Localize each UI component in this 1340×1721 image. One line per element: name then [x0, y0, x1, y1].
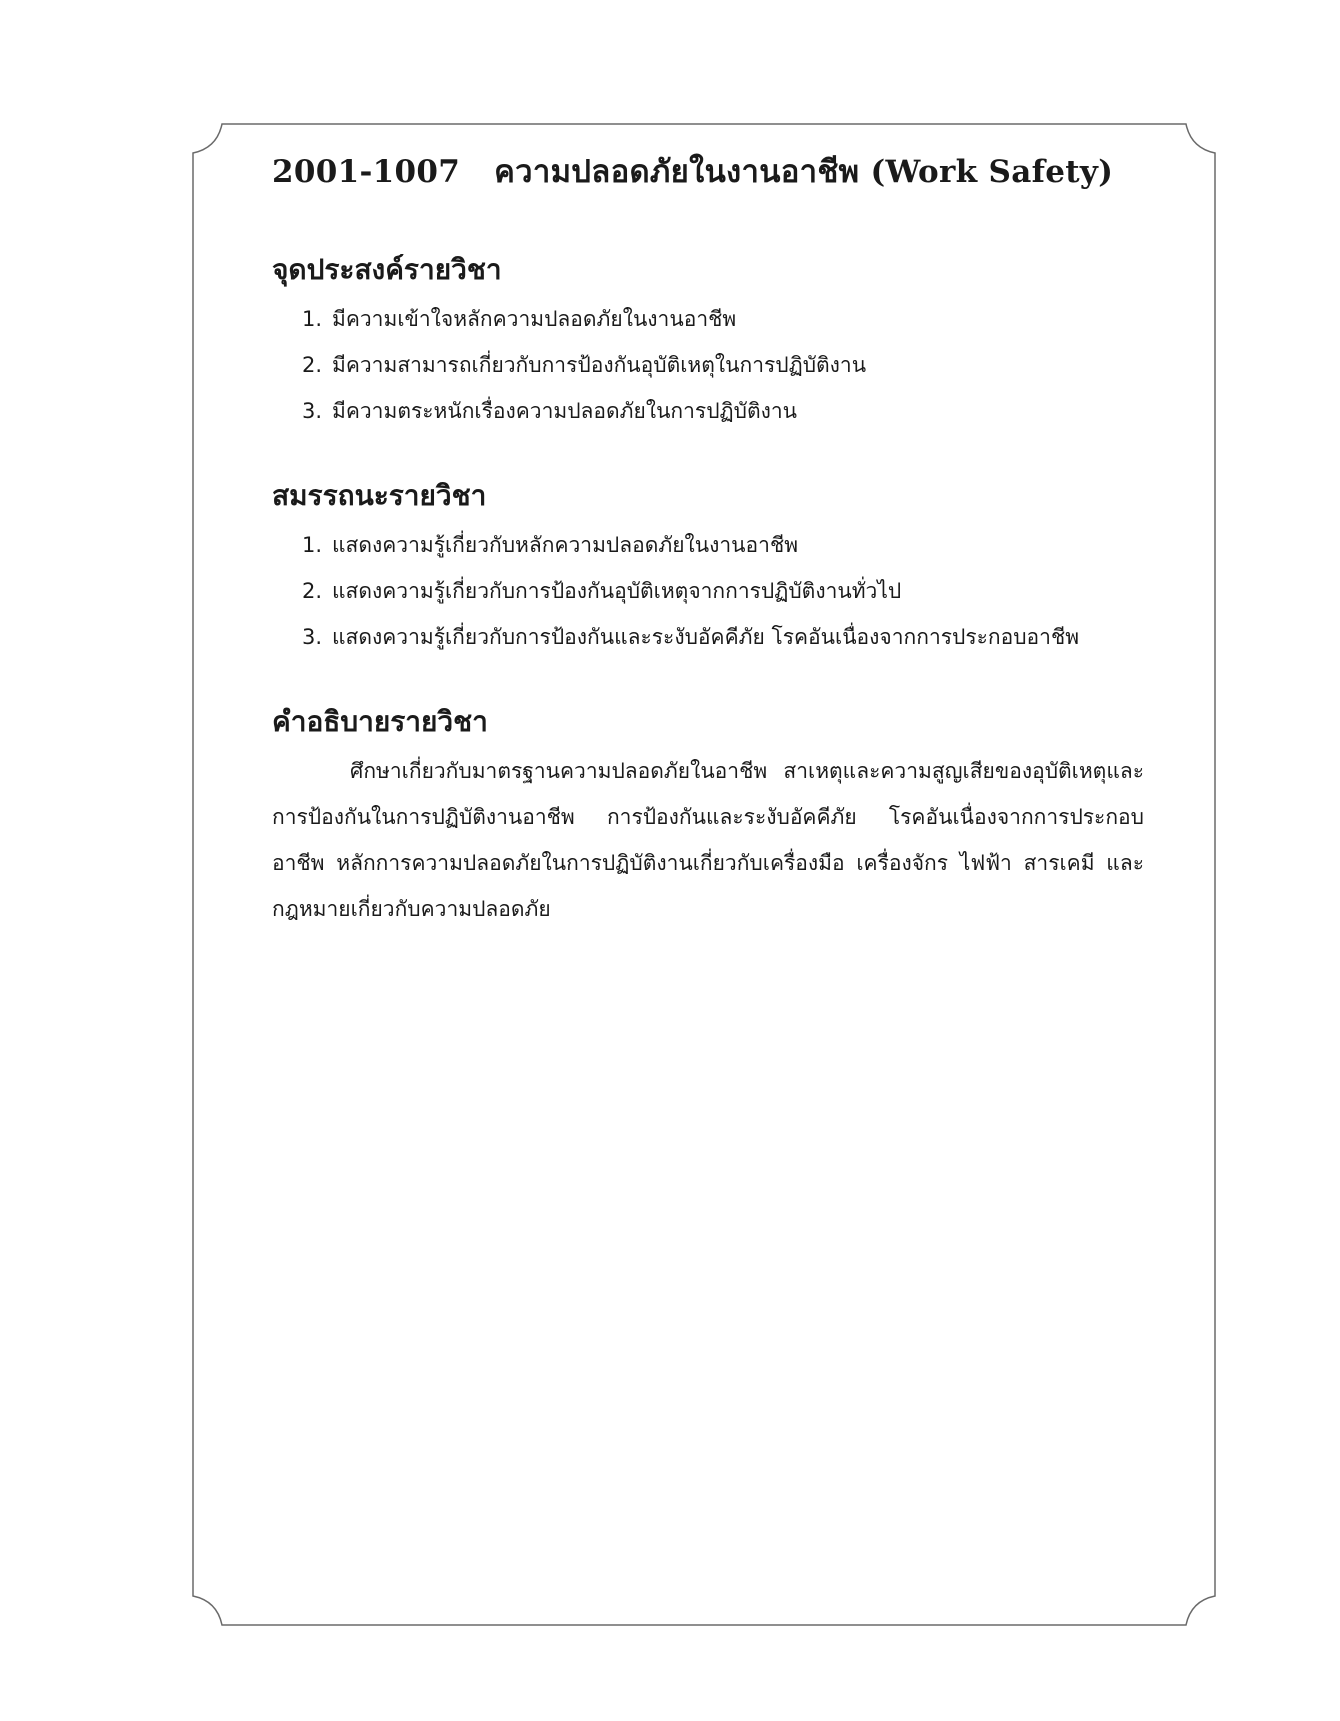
course-code: 2001-1007: [272, 154, 461, 190]
item-number: 1.: [302, 533, 323, 557]
objectives-list: [272, 296, 1144, 434]
item-number: 3.: [302, 625, 323, 649]
competencies-list: [272, 522, 1144, 660]
item-number: 2.: [302, 353, 323, 377]
item-text: มีความตระหนักเรื่องความปลอดภัยในการปฏิบัติงาน: [332, 399, 798, 423]
course-name: ความปลอดภัยในงานอาชีพ (Work Safety): [494, 154, 1114, 190]
competencies-heading: สมรรถนะรายวิชา: [272, 479, 487, 512]
item-text: แสดงความรู้เกี่ยวกับการป้องกันและระงับอัคคีภัย โรคอันเนื่องจากการประกอบอาชีพ: [332, 625, 1080, 649]
list-item: [302, 614, 1144, 660]
item-number: 2.: [302, 579, 323, 603]
list-item: [302, 568, 1144, 614]
item-text: แสดงความรู้เกี่ยวกับการป้องกันอุบัติเหตุจากการปฏิบัติงานทั่วไป: [332, 579, 902, 603]
list-item: [302, 522, 1144, 568]
item-text: มีความเข้าใจหลักความปลอดภัยในงานอาชีพ: [332, 307, 737, 331]
item-number: 3.: [302, 399, 323, 423]
item-text: มีความสามารถเกี่ยวกับการป้องกันอุบัติเหตุในการปฏิบัติงาน: [332, 353, 867, 377]
course-title: [272, 146, 1144, 198]
course-content: [272, 146, 1144, 932]
list-item: [302, 388, 1144, 434]
item-text: แสดงความรู้เกี่ยวกับหลักความปลอดภัยในงานอาชีพ: [332, 533, 799, 557]
description-paragraph: ศึกษาเกี่ยวกับมาตรฐานความปลอดภัยในอาชีพ สาเหตุและความสูญเสียของอุบัติเหตุและการป้องกันในการปฏิบัติงานอาชีพ การป้องกันและระงับอัคคีภัย โรคอันเนื่องจากการประกอบอาชีพ หลักการความปลอดภัยในการปฏิบัติงานเกี่ยวกับเครื่องมือ เครื่องจักร ไฟฟ้า สารเคมี และกฎหมายเกี่ยวกับความปลอดภัย: [272, 759, 1144, 921]
list-item: [302, 296, 1144, 342]
objectives-heading: จุดประสงค์รายวิชา: [272, 253, 502, 286]
list-item: [302, 342, 1144, 388]
item-number: 1.: [302, 307, 323, 331]
description-heading: คำอธิบายรายวิชา: [272, 705, 488, 738]
